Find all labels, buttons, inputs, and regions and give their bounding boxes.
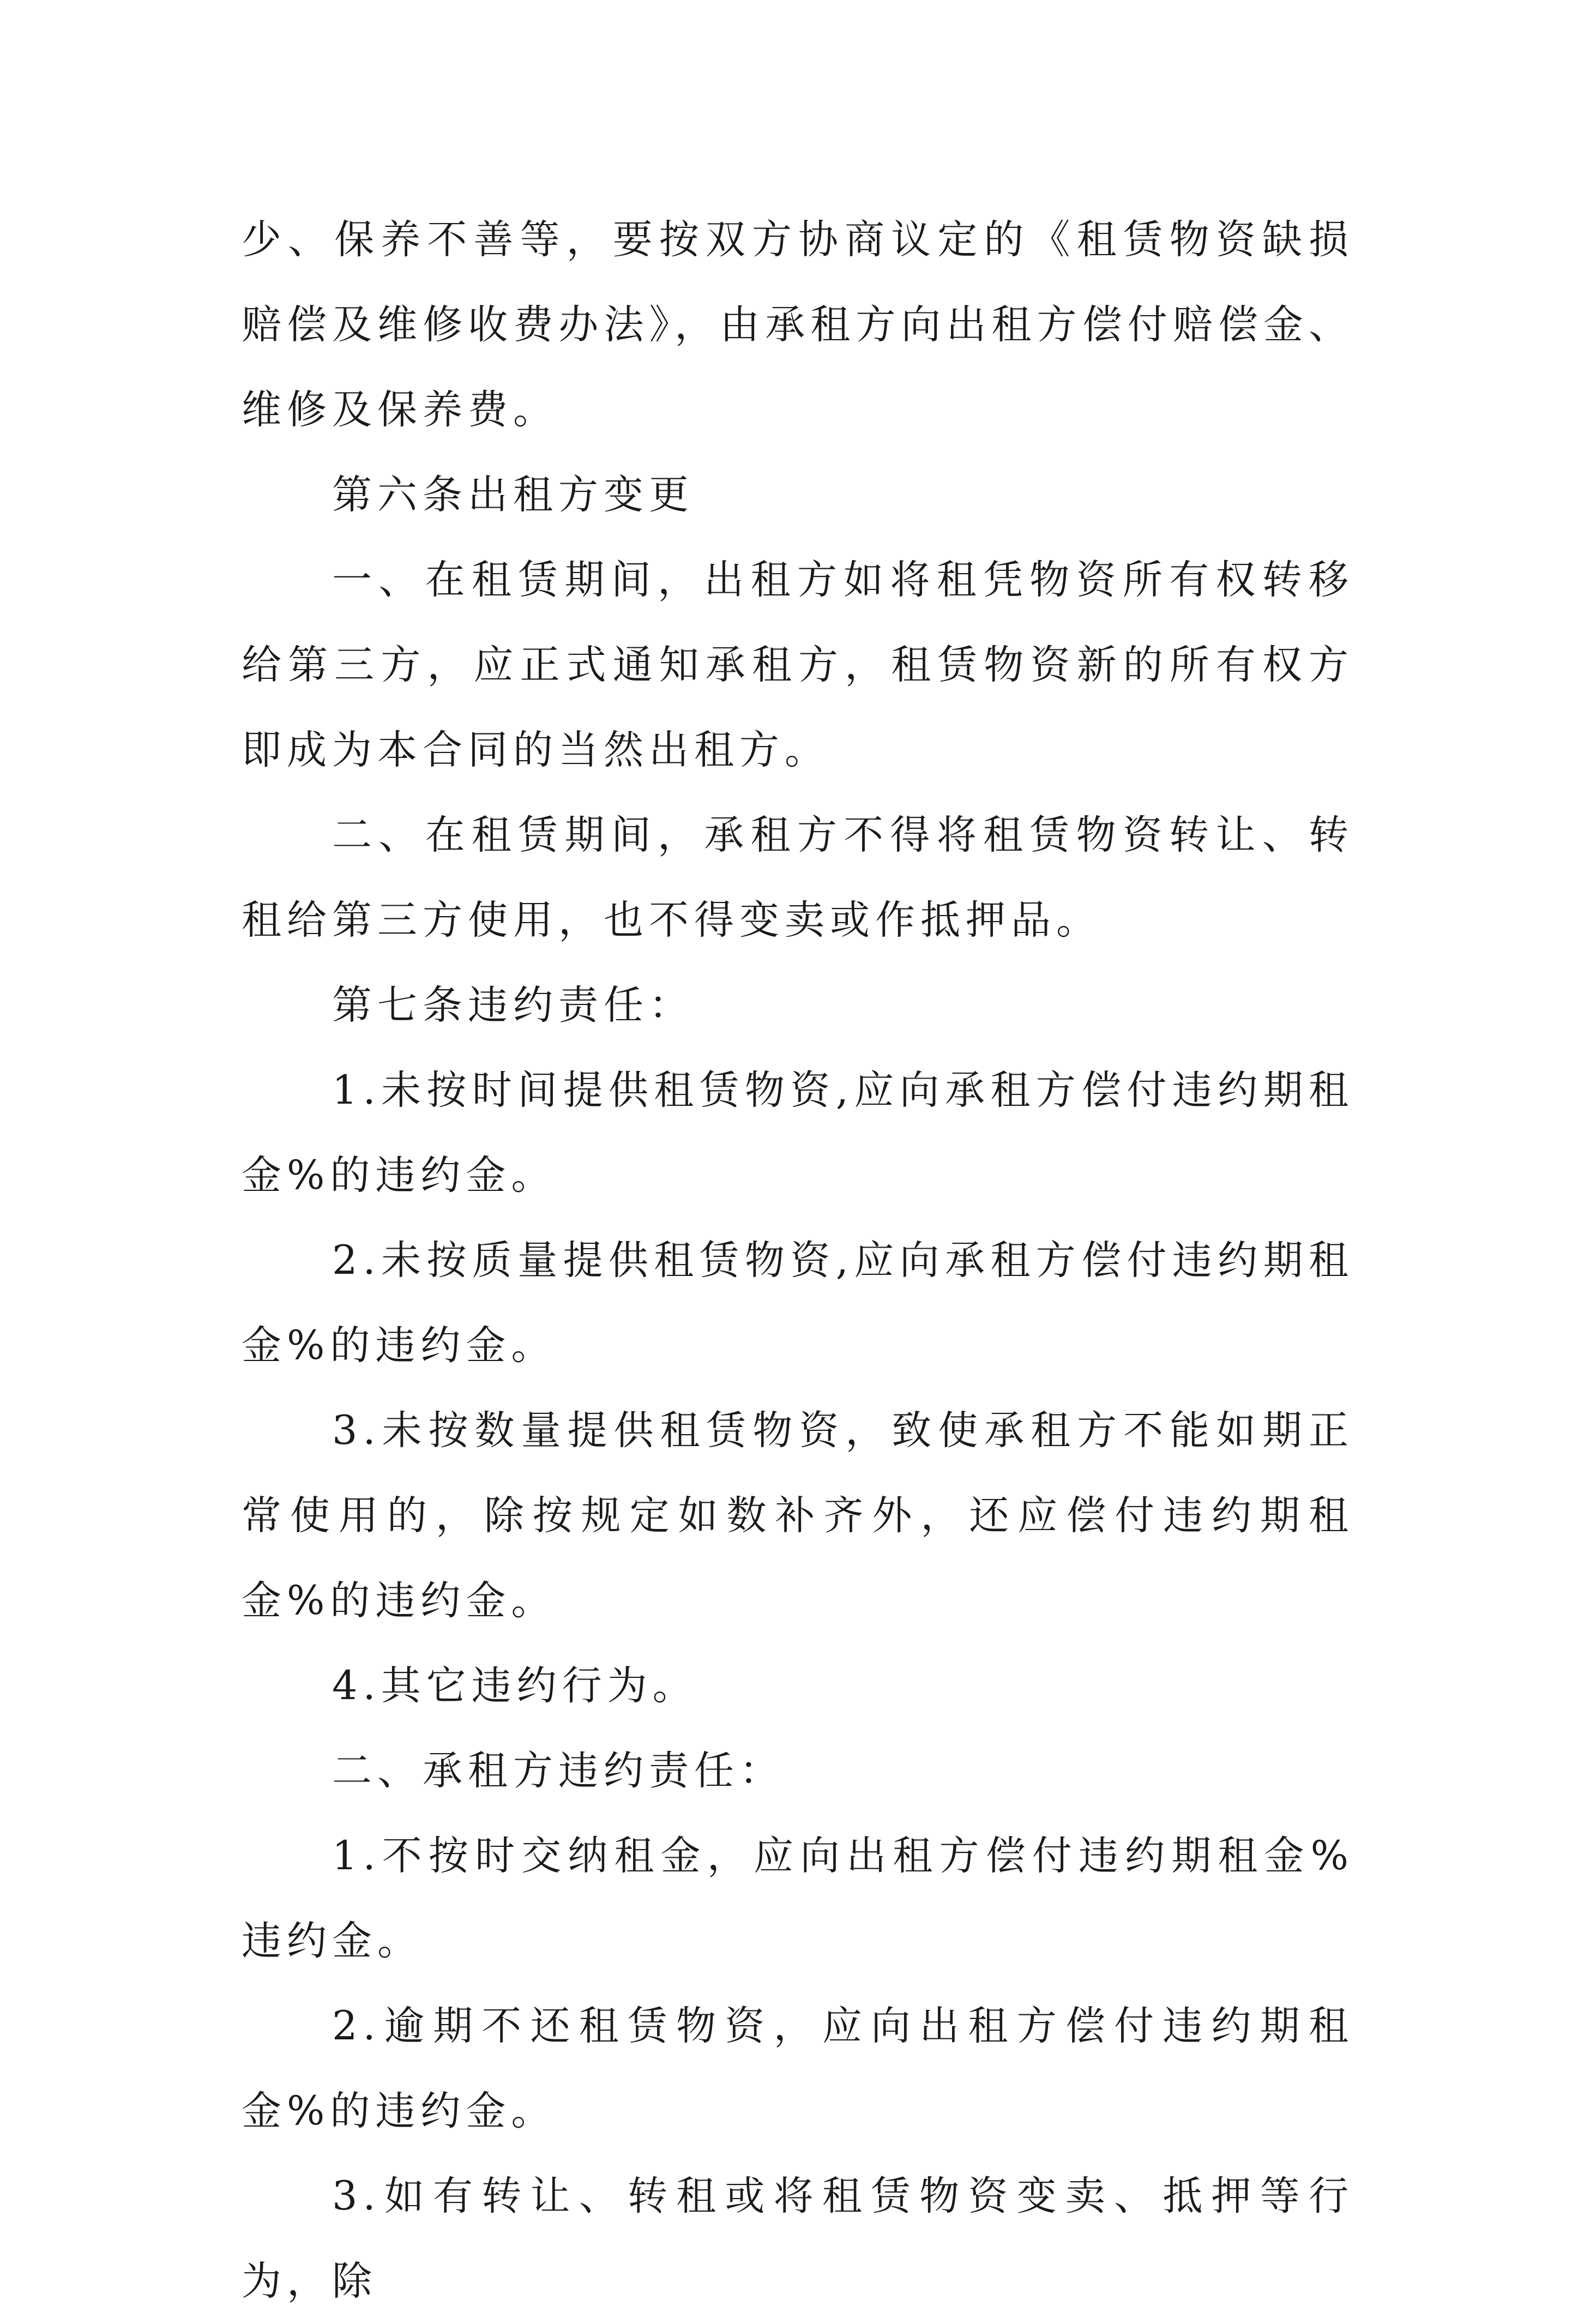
list-item-other-breach: 4.其它违约行为。 bbox=[332, 1663, 698, 1709]
heading-lessee-liability: 二、承租方违约责任： bbox=[332, 1748, 785, 1794]
list-item-overdue-return: 2.逾期不还租赁物资，应向出租方偿付违约期租金%的违约金。 bbox=[242, 2003, 1354, 2134]
list-item-late-supply: 1.未按时间提供租赁物资,应向承租方偿付违约期租金%的违约金。 bbox=[242, 1067, 1354, 1199]
paragraph-no-sublease: 二、在租赁期间，承租方不得将租赁物资转让、转租给第三方使用，也不得变卖或作抵押品。 bbox=[242, 812, 1354, 943]
list-item-transfer-sublease: 3.如有转让、转租或将租赁物资变卖、抵押等行为，除 bbox=[242, 2173, 1354, 2304]
paragraph-compensation-clause: 少、保养不善等，要按双方协商议定的《租赁物资缺损赔偿及维修收费办法》，由承租方向出租方偿付赔偿金、维修及保养费。 bbox=[242, 216, 1354, 433]
list-item-quantity-supply: 3.未按数量提供租赁物资，致使承租方不能如期正常使用的，除按规定如数补齐外，还应偿付违约期租金%的违约金。 bbox=[242, 1407, 1354, 1624]
heading-article-7-liability: 第七条违约责任： bbox=[332, 982, 694, 1028]
contract-body-text bbox=[242, 197, 1354, 2324]
paragraph-ownership-transfer: 一、在租赁期间，出租方如将租凭物资所有权转移给第三方，应正式通知承租方，租赁物资新的所有权方即成为本合同的当然出租方。 bbox=[242, 557, 1354, 773]
heading-article-6-lessor-change: 第六条出租方变更 bbox=[332, 472, 694, 518]
list-item-quality-supply: 2.未按质量提供租赁物资,应向承租方偿付违约期租金%的违约金。 bbox=[242, 1237, 1354, 1369]
list-item-late-rent: 1.不按时交纳租金，应向出租方偿付违约期租金%违约金。 bbox=[242, 1833, 1354, 1964]
